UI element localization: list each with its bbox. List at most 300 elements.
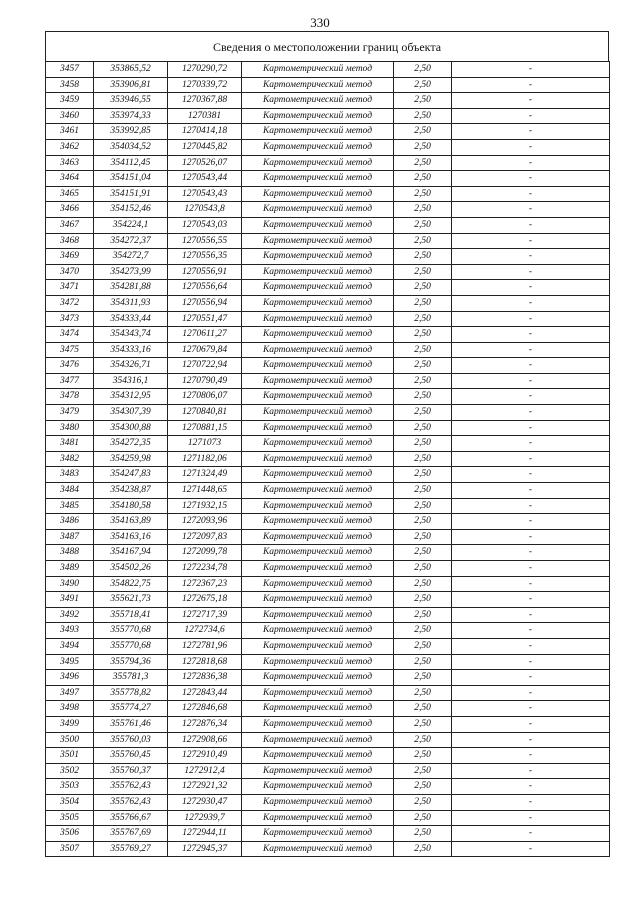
x-coordinate-cell: 354272,7 [94,249,168,265]
table-row [46,841,610,857]
point-number-cell: 3487 [46,529,94,545]
y-coordinate-cell: 1272675,18 [168,592,242,608]
method-cell: Картометрический метод [242,810,394,826]
point-number-cell: 3490 [46,576,94,592]
description-cell: - [452,186,610,202]
accuracy-cell: 2,50 [394,108,452,124]
y-coordinate-cell: 1270556,94 [168,295,242,311]
description-cell: - [452,77,610,93]
point-number-cell: 3507 [46,841,94,857]
description-cell: - [452,826,610,842]
method-cell: Картометрический метод [242,498,394,514]
description-cell: - [452,701,610,717]
description-cell: - [452,93,610,109]
table-row [46,592,610,608]
y-coordinate-cell: 1272921,32 [168,779,242,795]
y-coordinate-cell: 1270679,84 [168,342,242,358]
x-coordinate-cell: 355718,41 [94,607,168,623]
table-row [46,436,610,452]
x-coordinate-cell: 354326,71 [94,358,168,374]
x-coordinate-cell: 354180,58 [94,498,168,514]
point-number-cell: 3493 [46,623,94,639]
table-row [46,732,610,748]
table-row [46,654,610,670]
point-number-cell: 3484 [46,483,94,499]
point-number-cell: 3469 [46,249,94,265]
method-cell: Картометрический метод [242,327,394,343]
table-row [46,108,610,124]
table-row [46,467,610,483]
description-cell: - [452,233,610,249]
table-row [46,405,610,421]
method-cell: Картометрический метод [242,670,394,686]
accuracy-cell: 2,50 [394,233,452,249]
point-number-cell: 3474 [46,327,94,343]
x-coordinate-cell: 355770,68 [94,638,168,654]
table-row [46,514,610,530]
description-cell: - [452,373,610,389]
x-coordinate-cell: 354333,44 [94,311,168,327]
method-cell: Картометрический метод [242,77,394,93]
description-cell: - [452,124,610,140]
y-coordinate-cell: 1272717,39 [168,607,242,623]
method-cell: Картометрический метод [242,592,394,608]
accuracy-cell: 2,50 [394,62,452,78]
method-cell: Картометрический метод [242,373,394,389]
description-cell: - [452,483,610,499]
point-number-cell: 3463 [46,155,94,171]
y-coordinate-cell: 1270414,18 [168,124,242,140]
method-cell: Картометрический метод [242,420,394,436]
description-cell: - [452,389,610,405]
description-cell: - [452,295,610,311]
description-cell: - [452,108,610,124]
point-number-cell: 3467 [46,217,94,233]
description-cell: - [452,202,610,218]
y-coordinate-cell: 1272945,37 [168,841,242,857]
y-coordinate-cell: 1271448,65 [168,483,242,499]
x-coordinate-cell: 353946,55 [94,93,168,109]
accuracy-cell: 2,50 [394,514,452,530]
x-coordinate-cell: 355781,3 [94,670,168,686]
description-cell: - [452,436,610,452]
accuracy-cell: 2,50 [394,779,452,795]
accuracy-cell: 2,50 [394,576,452,592]
accuracy-cell: 2,50 [394,654,452,670]
method-cell: Картометрический метод [242,763,394,779]
table-caption: Сведения о местоположении границ объекта [45,31,609,61]
table-row [46,529,610,545]
table-row [46,311,610,327]
x-coordinate-cell: 355767,69 [94,826,168,842]
x-coordinate-cell: 354273,99 [94,264,168,280]
y-coordinate-cell: 1270881,15 [168,420,242,436]
accuracy-cell: 2,50 [394,77,452,93]
x-coordinate-cell: 354281,88 [94,280,168,296]
point-number-cell: 3468 [46,233,94,249]
y-coordinate-cell: 1272939,7 [168,810,242,826]
x-coordinate-cell: 354300,88 [94,420,168,436]
method-cell: Картометрический метод [242,93,394,109]
description-cell: - [452,311,610,327]
accuracy-cell: 2,50 [394,732,452,748]
method-cell: Картометрический метод [242,202,394,218]
x-coordinate-cell: 354167,94 [94,545,168,561]
accuracy-cell: 2,50 [394,327,452,343]
y-coordinate-cell: 1272944,11 [168,826,242,842]
method-cell: Картометрический метод [242,389,394,405]
table-row [46,545,610,561]
accuracy-cell: 2,50 [394,155,452,171]
x-coordinate-cell: 354343,74 [94,327,168,343]
y-coordinate-cell: 1272876,34 [168,716,242,732]
table-row [46,139,610,155]
description-cell: - [452,342,610,358]
method-cell: Картометрический метод [242,358,394,374]
accuracy-cell: 2,50 [394,467,452,483]
y-coordinate-cell: 1270722,94 [168,358,242,374]
method-cell: Картометрический метод [242,249,394,265]
description-cell: - [452,514,610,530]
table-row [46,623,610,639]
description-cell: - [452,638,610,654]
table-row [46,420,610,436]
y-coordinate-cell: 1270543,03 [168,217,242,233]
point-number-cell: 3475 [46,342,94,358]
method-cell: Картометрический метод [242,748,394,764]
accuracy-cell: 2,50 [394,670,452,686]
accuracy-cell: 2,50 [394,139,452,155]
table-row [46,295,610,311]
y-coordinate-cell: 1270526,07 [168,155,242,171]
point-number-cell: 3470 [46,264,94,280]
accuracy-cell: 2,50 [394,202,452,218]
description-cell: - [452,779,610,795]
description-cell: - [452,264,610,280]
x-coordinate-cell: 354272,35 [94,436,168,452]
point-number-cell: 3482 [46,451,94,467]
table-row [46,124,610,140]
x-coordinate-cell: 355794,36 [94,654,168,670]
method-cell: Картометрический метод [242,561,394,577]
x-coordinate-cell: 355762,43 [94,794,168,810]
point-number-cell: 3479 [46,405,94,421]
point-number-cell: 3488 [46,545,94,561]
description-cell: - [452,748,610,764]
accuracy-cell: 2,50 [394,186,452,202]
point-number-cell: 3457 [46,62,94,78]
accuracy-cell: 2,50 [394,171,452,187]
point-number-cell: 3465 [46,186,94,202]
description-cell: - [452,545,610,561]
table-row [46,826,610,842]
method-cell: Картометрический метод [242,311,394,327]
method-cell: Картометрический метод [242,529,394,545]
table-row [46,810,610,826]
description-cell: - [452,670,610,686]
table-row [46,779,610,795]
table-row [46,171,610,187]
x-coordinate-cell: 354259,98 [94,451,168,467]
accuracy-cell: 2,50 [394,763,452,779]
y-coordinate-cell: 1272930,47 [168,794,242,810]
method-cell: Картометрический метод [242,701,394,717]
x-coordinate-cell: 355774,27 [94,701,168,717]
description-cell: - [452,280,610,296]
method-cell: Картометрический метод [242,342,394,358]
x-coordinate-cell: 354272,37 [94,233,168,249]
accuracy-cell: 2,50 [394,373,452,389]
table-row [46,233,610,249]
table-row [46,701,610,717]
point-number-cell: 3503 [46,779,94,795]
table-row [46,264,610,280]
accuracy-cell: 2,50 [394,607,452,623]
method-cell: Картометрический метод [242,545,394,561]
description-cell: - [452,358,610,374]
y-coordinate-cell: 1270543,8 [168,202,242,218]
table-row [46,77,610,93]
description-cell: - [452,794,610,810]
accuracy-cell: 2,50 [394,405,452,421]
y-coordinate-cell: 1272908,66 [168,732,242,748]
point-number-cell: 3494 [46,638,94,654]
point-number-cell: 3486 [46,514,94,530]
description-cell: - [452,155,610,171]
description-cell: - [452,420,610,436]
point-number-cell: 3495 [46,654,94,670]
y-coordinate-cell: 1270339,72 [168,77,242,93]
accuracy-cell: 2,50 [394,685,452,701]
y-coordinate-cell: 1271324,49 [168,467,242,483]
point-number-cell: 3473 [46,311,94,327]
accuracy-cell: 2,50 [394,358,452,374]
x-coordinate-cell: 354152,46 [94,202,168,218]
point-number-cell: 3502 [46,763,94,779]
table-row [46,483,610,499]
table-row [46,249,610,265]
accuracy-cell: 2,50 [394,420,452,436]
point-number-cell: 3504 [46,794,94,810]
description-cell: - [452,576,610,592]
x-coordinate-cell: 353906,81 [94,77,168,93]
method-cell: Картометрический метод [242,264,394,280]
description-cell: - [452,763,610,779]
accuracy-cell: 2,50 [394,280,452,296]
x-coordinate-cell: 354502,26 [94,561,168,577]
method-cell: Картометрический метод [242,280,394,296]
y-coordinate-cell: 1272093,96 [168,514,242,530]
method-cell: Картометрический метод [242,483,394,499]
x-coordinate-cell: 354151,04 [94,171,168,187]
description-cell: - [452,249,610,265]
table-row [46,280,610,296]
description-cell: - [452,467,610,483]
boundary-points-table [45,61,610,857]
point-number-cell: 3497 [46,685,94,701]
description-cell: - [452,716,610,732]
point-number-cell: 3498 [46,701,94,717]
table-row [46,670,610,686]
point-number-cell: 3478 [46,389,94,405]
point-number-cell: 3461 [46,124,94,140]
description-cell: - [452,451,610,467]
x-coordinate-cell: 354163,89 [94,514,168,530]
y-coordinate-cell: 1272818,68 [168,654,242,670]
point-number-cell: 3464 [46,171,94,187]
x-coordinate-cell: 354151,91 [94,186,168,202]
method-cell: Картометрический метод [242,233,394,249]
description-cell: - [452,607,610,623]
table-body [46,62,610,857]
point-number-cell: 3477 [46,373,94,389]
method-cell: Картометрический метод [242,436,394,452]
table-row [46,451,610,467]
method-cell: Картометрический метод [242,826,394,842]
description-cell: - [452,841,610,857]
point-number-cell: 3459 [46,93,94,109]
point-number-cell: 3471 [46,280,94,296]
y-coordinate-cell: 1270551,47 [168,311,242,327]
method-cell: Картометрический метод [242,186,394,202]
y-coordinate-cell: 1271182,06 [168,451,242,467]
y-coordinate-cell: 1270543,44 [168,171,242,187]
table-row [46,561,610,577]
point-number-cell: 3491 [46,592,94,608]
method-cell: Картометрический метод [242,841,394,857]
table-row [46,685,610,701]
x-coordinate-cell: 354112,45 [94,155,168,171]
description-cell: - [452,685,610,701]
description-cell: - [452,623,610,639]
table-row [46,202,610,218]
accuracy-cell: 2,50 [394,342,452,358]
point-number-cell: 3485 [46,498,94,514]
x-coordinate-cell: 353992,85 [94,124,168,140]
method-cell: Картометрический метод [242,295,394,311]
method-cell: Картометрический метод [242,685,394,701]
accuracy-cell: 2,50 [394,124,452,140]
accuracy-cell: 2,50 [394,249,452,265]
x-coordinate-cell: 355760,45 [94,748,168,764]
y-coordinate-cell: 1270611,27 [168,327,242,343]
method-cell: Картометрический метод [242,108,394,124]
point-number-cell: 3462 [46,139,94,155]
y-coordinate-cell: 1272367,23 [168,576,242,592]
method-cell: Картометрический метод [242,716,394,732]
y-coordinate-cell: 1272836,38 [168,670,242,686]
y-coordinate-cell: 1270290,72 [168,62,242,78]
y-coordinate-cell: 1270543,43 [168,186,242,202]
table-row [46,342,610,358]
accuracy-cell: 2,50 [394,638,452,654]
point-number-cell: 3492 [46,607,94,623]
table-row [46,62,610,78]
x-coordinate-cell: 354333,16 [94,342,168,358]
method-cell: Картометрический метод [242,171,394,187]
y-coordinate-cell: 1270381 [168,108,242,124]
y-coordinate-cell: 1270556,91 [168,264,242,280]
y-coordinate-cell: 1270790,49 [168,373,242,389]
description-cell: - [452,810,610,826]
x-coordinate-cell: 354224,1 [94,217,168,233]
method-cell: Картометрический метод [242,623,394,639]
point-number-cell: 3496 [46,670,94,686]
description-cell: - [452,62,610,78]
x-coordinate-cell: 355769,27 [94,841,168,857]
table-row [46,186,610,202]
point-number-cell: 3472 [46,295,94,311]
point-number-cell: 3500 [46,732,94,748]
x-coordinate-cell: 354247,83 [94,467,168,483]
x-coordinate-cell: 353865,52 [94,62,168,78]
description-cell: - [452,561,610,577]
table-row [46,748,610,764]
table-row [46,763,610,779]
table-row [46,93,610,109]
accuracy-cell: 2,50 [394,826,452,842]
table-row [46,217,610,233]
point-number-cell: 3481 [46,436,94,452]
x-coordinate-cell: 354822,75 [94,576,168,592]
x-coordinate-cell: 354311,93 [94,295,168,311]
y-coordinate-cell: 1272843,44 [168,685,242,701]
y-coordinate-cell: 1270840,81 [168,405,242,421]
table-row [46,498,610,514]
y-coordinate-cell: 1272846,68 [168,701,242,717]
accuracy-cell: 2,50 [394,389,452,405]
method-cell: Картометрический метод [242,217,394,233]
accuracy-cell: 2,50 [394,810,452,826]
y-coordinate-cell: 1272234,78 [168,561,242,577]
accuracy-cell: 2,50 [394,748,452,764]
accuracy-cell: 2,50 [394,592,452,608]
table-row [46,358,610,374]
table-row [46,607,610,623]
accuracy-cell: 2,50 [394,217,452,233]
accuracy-cell: 2,50 [394,561,452,577]
accuracy-cell: 2,50 [394,311,452,327]
point-number-cell: 3505 [46,810,94,826]
method-cell: Картометрический метод [242,139,394,155]
method-cell: Картометрический метод [242,405,394,421]
method-cell: Картометрический метод [242,654,394,670]
x-coordinate-cell: 354163,16 [94,529,168,545]
method-cell: Картометрический метод [242,607,394,623]
y-coordinate-cell: 1270556,35 [168,249,242,265]
y-coordinate-cell: 1272734,6 [168,623,242,639]
accuracy-cell: 2,50 [394,483,452,499]
y-coordinate-cell: 1271073 [168,436,242,452]
x-coordinate-cell: 354312,95 [94,389,168,405]
description-cell: - [452,217,610,233]
table-row [46,638,610,654]
x-coordinate-cell: 355770,68 [94,623,168,639]
method-cell: Картометрический метод [242,576,394,592]
description-cell: - [452,592,610,608]
point-number-cell: 3483 [46,467,94,483]
method-cell: Картометрический метод [242,779,394,795]
method-cell: Картометрический метод [242,514,394,530]
x-coordinate-cell: 354316,1 [94,373,168,389]
table-row [46,576,610,592]
y-coordinate-cell: 1272097,83 [168,529,242,545]
point-number-cell: 3466 [46,202,94,218]
x-coordinate-cell: 354307,39 [94,405,168,421]
accuracy-cell: 2,50 [394,701,452,717]
table-row [46,327,610,343]
accuracy-cell: 2,50 [394,295,452,311]
